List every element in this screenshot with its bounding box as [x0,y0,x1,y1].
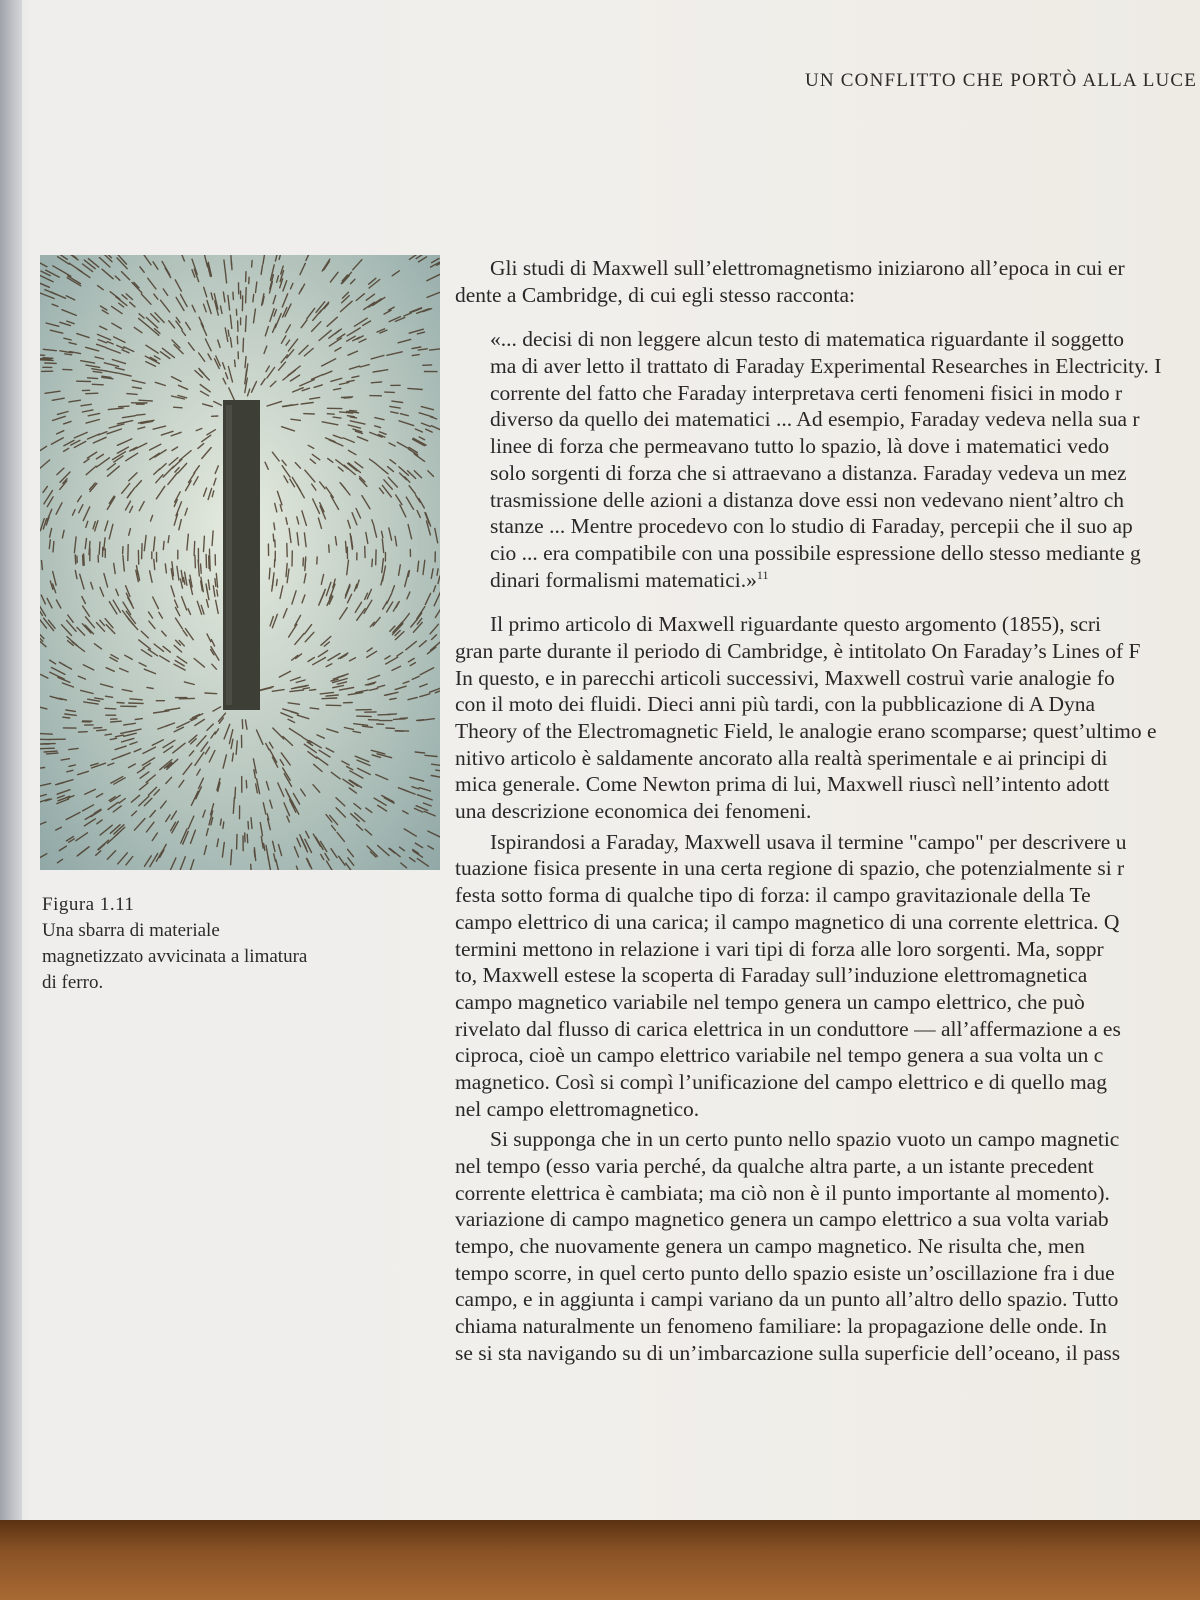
paragraph2-line: nitivo articolo è saldamente ancorato alla realtà sperimentale e ai principi di [455,745,1108,770]
iron-filing [228,330,229,336]
iron-filing [195,556,196,568]
iron-filing [47,753,58,754]
iron-filing [251,864,252,870]
paragraph2-line: Theory of the Electromagnetic Field, le analogie erano scomparse; quest’ultimo e [455,719,1157,743]
iron-filing [233,292,234,299]
body-text [455,255,1200,1367]
iron-filing [92,384,103,385]
paragraph4-line: tempo scorre, in quel certo punto dello spazio esiste un’oscillazione fra i due [455,1260,1115,1285]
paragraph3-line: ciproca, cioè un campo elettrico variabile nel tempo genera a sua volta un c [455,1043,1104,1068]
paragraph3-line: to, Maxwell estese la scoperta di Faraday sull’induzione elettromagnetica [455,963,1088,988]
iron-filing [310,690,316,691]
paragraph4-line: tempo, che nuovamente genera un campo magnetico. Ne risulta che, men [455,1234,1085,1259]
paragraph2-line: gran parte durante il periodo di Cambridge, è intitolato On Faraday’s Lines of F [455,638,1141,663]
iron-filing [245,316,246,332]
iron-filing [105,708,116,709]
iron-filing [217,590,218,596]
iron-filing [220,819,221,825]
iron-filing [49,540,50,549]
iron-filing [174,407,182,408]
paragraph2-line: Il primo articolo di Maxwell riguardante questo argomento (1855), scri [490,612,1101,637]
paragraph4-line: campo, e in aggiunta i campi variano da un punto all’altro dello spazio. Tutto [455,1287,1119,1312]
wooden-table [0,1520,1200,1600]
iron-filing [372,559,373,566]
iron-filing [97,730,107,731]
paragraph2-line: In questo, e in parecchi articoli successivi, Maxwell costruì varie analogie fo [455,665,1115,690]
iron-filing [333,417,341,418]
iron-filing [130,699,142,700]
iron-filing [88,378,98,379]
iron-filing [350,410,357,411]
iron-filing [201,564,202,573]
running-head: UN CONFLITTO CHE PORTÒ ALLA LUCE [805,70,1198,91]
caption-line: di ferro. [42,972,104,993]
quote-line: trasmissione delle azioni a distanza dove essi non vedevano nient’altro ch [490,487,1125,512]
figure-magnet-photo [40,255,440,870]
caption-label: Figura 1.11 [42,894,135,915]
paragraph1-line: dente a Cambridge, di cui egli stesso racconta: [455,282,856,307]
iron-filing [99,542,100,555]
iron-filing [40,748,54,749]
page-gutter [0,0,22,1530]
paragraph3-line: festa sotto forma di qualche tipo di forza: il campo gravitazionale della Te [455,883,1091,908]
quote-line: solo sorgenti di forza che si attraevano a distanza. Faraday vedeva un mez [490,460,1127,485]
iron-filing [75,555,76,564]
quote-line: linee di forza che permeavano tutto lo spazio, là dove i matematici vedo [490,434,1110,459]
iron-filing [117,703,124,704]
iron-filing [322,698,337,699]
paragraph2-line: una descrizione economica dei fenomeni. [455,799,812,824]
iron-filing [163,541,164,549]
paragraph4-line: chiama naturalmente un fenomeno familiare: la propagazione delle onde. In [455,1314,1107,1339]
iron-filing [223,822,224,828]
magnet-bar-iron-filings-photo-icon [40,255,440,870]
paragraph4-line: corrente elettrica è cambiata; ma ciò non è il punto importante al momento). [455,1180,1110,1205]
iron-filing [388,714,397,715]
iron-filing [412,355,419,356]
paragraph4-line: variazione di campo magnetico genera un campo elettrico a sua volta variab [455,1207,1109,1232]
iron-filing [310,708,319,709]
caption-line: Una sbarra di materiale [42,920,220,941]
iron-filing [252,260,253,267]
paragraph2-line: con il moto dei fluidi. Dieci anni più tardi, con la pubblicazione di A Dyna [455,692,1096,717]
quote-line: diverso da quello dei matematici ... Ad esempio, Faraday vedeva nella sua r [490,407,1140,432]
paragraph3-line: campo elettrico di una carica; il campo magnetico di una corrente elettrica. Q [455,909,1120,934]
iron-filing [127,394,137,395]
iron-filing [86,393,98,394]
iron-filing [40,734,52,735]
iron-filing [63,717,70,718]
iron-filing [194,541,195,555]
paragraph4-line: Si supponga che in un certo punto nello spazio vuoto un campo magnetic [490,1127,1120,1152]
iron-filing [111,721,122,722]
iron-filing [394,719,406,720]
quote-line: corrente del fatto che Faraday interpretava certi fenomeni fisici in modo r [490,380,1123,405]
footnote-ref: 11 [756,567,769,582]
iron-filing [40,360,53,361]
paragraph3-line: nel campo elettromagnetico. [455,1096,700,1121]
iron-filing [205,693,217,694]
paragraph3-line: rivelato dal flusso di carica elettrica in un conduttore — all’affermazione a es [455,1016,1121,1041]
paragraph1-line: Gli studi di Maxwell sull’elettromagnetismo iniziarono all’epoca in cui er [490,256,1125,280]
iron-filing [274,523,275,530]
iron-filing [248,822,249,829]
iron-filing [327,414,334,415]
iron-filing [43,358,53,359]
iron-filing [251,818,252,829]
iron-filing [276,580,277,586]
iron-filing [235,360,236,367]
quote-line: cio ... era compatibile con una possibile espressione dello stesso mediante g [490,540,1141,565]
iron-filing [129,703,143,704]
iron-filing [269,568,270,579]
iron-filing [371,382,381,383]
iron-filing [83,555,84,565]
paragraph3-line: termini mettono in relazione i vari tipi di forza alle loro sorgenti. Ma, soppr [455,936,1104,961]
iron-filing [253,295,254,302]
iron-filing [235,787,236,798]
iron-filing [44,751,57,752]
paragraph3-line: magnetico. Così si compì l’unificazione del campo elettrico e di quello mag [455,1069,1107,1094]
quote-line: ma di aver letto il trattato di Faraday Experimental Researches in Electricity. I [490,354,1162,379]
iron-filing [357,716,371,717]
iron-filing [350,417,356,418]
iron-filing [65,354,72,355]
iron-filing [226,275,227,283]
iron-filing [243,338,244,352]
iron-filing [212,531,213,546]
iron-filing [231,261,232,270]
iron-filing [246,288,247,303]
paragraph2-line: mica generale. Come Newton prima di lui, Maxwell riuscì nell’intento adott [455,772,1110,797]
iron-filing [329,545,330,553]
paragraph4-line: se si sta navigando su di un’imbarcazione sulla superficie dell’oceano, il pass [455,1340,1121,1365]
iron-filing [247,834,248,842]
figure-caption [42,892,382,996]
iron-filing [245,357,246,368]
quote-line: dinari formalismi matematici.» [490,567,757,592]
quote-last-line [455,567,1200,594]
iron-filing [89,542,90,555]
quote-line: «... decisi di non leggere alcun testo di matematica riguardante il soggetto [490,327,1125,352]
iron-filing [168,536,169,543]
paragraph3-line: Ispirandosi a Faraday, Maxwell usava il termine "campo" per descrivere u [490,829,1127,854]
iron-filing [305,558,306,570]
iron-filing [84,554,85,565]
iron-filing [119,406,129,407]
caption-line: magnetizzato avvicinata a limatura [42,946,308,967]
iron-filing [154,559,155,569]
iron-filing [273,534,274,541]
iron-filing [142,544,143,559]
iron-filing [415,752,424,753]
paragraph4-line: nel tempo (esso varia perché, da qualche altra parte, a un istante precedent [455,1154,1094,1178]
iron-filing [94,728,102,729]
paragraph3-line: campo magnetico variabile nel tempo genera un campo elettrico, che può [455,989,1085,1014]
quote-line: stanze ... Mentre procedevo con lo studio di Faraday, percepii che il suo ap [490,514,1133,539]
iron-filing [139,400,152,401]
iron-filing [53,541,54,552]
iron-filing [105,734,112,735]
iron-filing [346,542,347,553]
iron-filing [42,561,43,570]
iron-filing [215,579,216,587]
iron-filing [135,719,142,720]
iron-filing [303,688,309,689]
iron-filing [136,414,145,415]
iron-filing [204,536,205,551]
paragraph3-line: tuazione fisica presente in una certa regione di spazio, che potenzialmente si r [455,856,1125,881]
